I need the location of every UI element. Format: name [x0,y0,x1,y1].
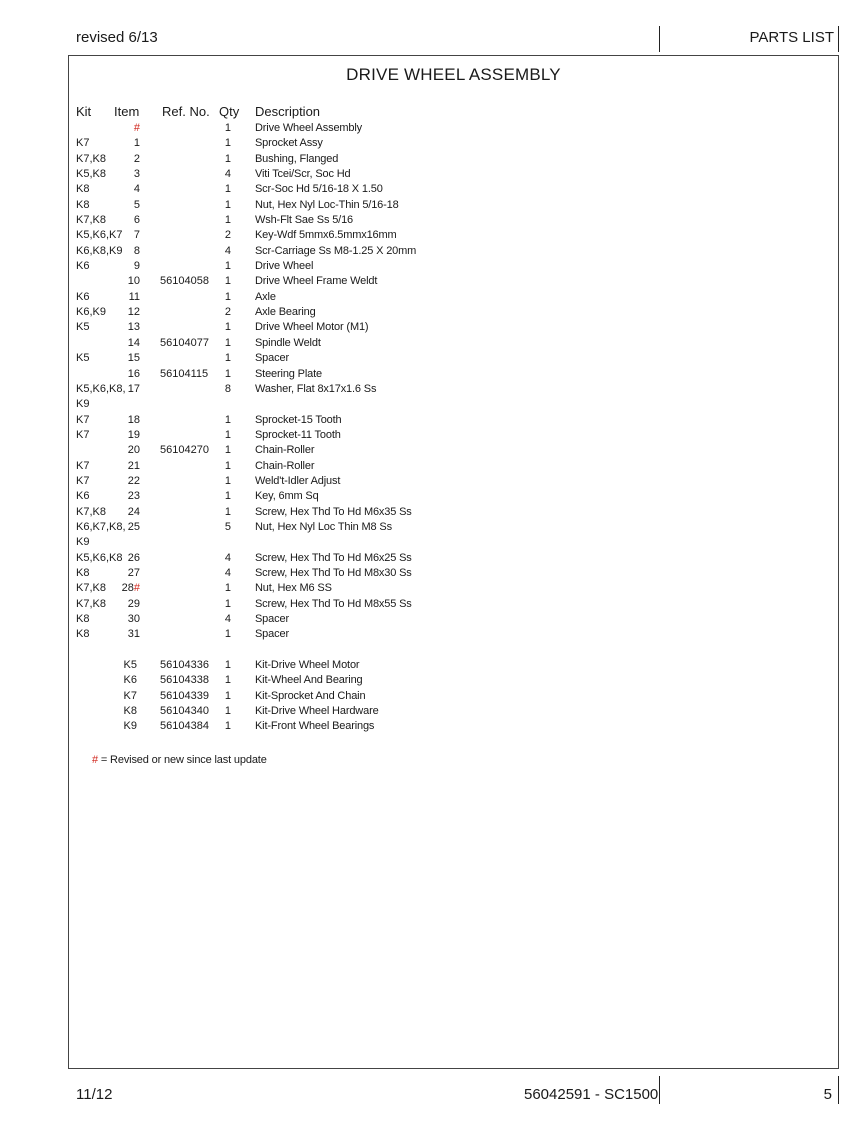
kit-description-cell: Kit-Front Wheel Bearings [255,720,375,733]
item-number: 22 [127,474,140,487]
qty-cell: 1 [224,290,231,303]
item-cell [110,290,140,305]
item-number: 16 [127,367,140,380]
description-cell: Chain-Roller [255,444,315,457]
qty-cell: 1 [224,367,231,380]
item-number: 7 [133,229,140,242]
item-cell [110,274,140,289]
description-cell: Steering Plate [255,367,322,380]
kit-cell: K6 [76,260,90,273]
description-cell: Scr-Carriage Ss M8-1.25 X 20mm [255,244,417,257]
qty-cell: 1 [224,275,231,288]
item-cell [110,336,140,351]
col-header-qty: Qty [219,104,240,119]
item-cell [110,520,140,535]
qty-cell: 1 [224,336,231,349]
item-cell [110,489,140,504]
qty-cell: 1 [224,444,231,457]
item-cell [110,305,140,320]
kit-cell: K6,K9 [76,306,106,319]
qty-cell: 1 [224,352,231,365]
kit-description-cell: Kit-Sprocket And Chain [255,689,366,702]
item-cell [110,136,140,151]
description-cell: Drive Wheel [255,260,314,273]
kit-row [0,658,858,673]
page-title: DRIVE WHEEL ASSEMBLY [346,65,561,84]
item-cell [110,428,140,443]
qty-cell: 1 [224,474,231,487]
kit-row [0,719,858,734]
description-cell: Wsh-Flt Sae Ss 5/16 [255,214,354,227]
spacer-row [0,643,858,658]
col-header-description: Description [255,104,321,119]
kit-cell: K7,K8 [76,597,106,610]
kit-cell: K7 [76,459,90,472]
qty-cell: 1 [224,459,231,472]
col-header-ref: Ref. No. [162,104,210,119]
item-number: 17 [127,382,140,395]
table-row [0,213,858,228]
footer-edge [838,1076,839,1104]
item-cell [110,505,140,520]
footer-divider [659,1076,660,1104]
qty-cell: 1 [224,198,231,211]
description-cell: Axle Bearing [255,306,316,319]
kit-id-cell: K8 [123,705,137,718]
table-row [0,182,858,197]
revision-note: revised 6/13 [76,29,158,46]
table-row [0,274,858,289]
kit-cell: K6,K7,K8, [76,520,126,533]
table-row [0,228,858,243]
kit-qty-cell: 1 [224,720,231,733]
item-number: 5 [133,198,140,211]
item-cell [110,413,140,428]
item-number: 29 [127,597,140,610]
description-cell: Nut, Hex Nyl Loc-Thin 5/16-18 [255,198,399,211]
description-cell: Spindle Weldt [255,336,321,349]
qty-cell: 2 [224,229,231,242]
description-cell: Screw, Hex Thd To Hd M6x25 Ss [255,551,412,564]
table-row [0,259,858,274]
kit-ref-cell: 56104384 [160,720,209,733]
qty-cell: 4 [224,551,231,564]
kit-description-cell: Kit-Drive Wheel Motor [255,659,360,672]
item-cell [110,121,140,136]
description-cell: Spacer [255,613,289,625]
item-number: 15 [127,352,140,365]
item-number: 30 [127,613,140,625]
item-cell [110,627,140,642]
kit-qty-cell: 1 [224,705,231,718]
kit-cell: K5,K6,K7 [76,229,123,242]
col-header-item: Item [114,104,140,119]
kit-cell: K7,K8 [76,214,106,227]
kit-ref-cell: 56104340 [160,705,209,718]
kit-cell: K7,K8 [76,582,106,595]
kit-row [0,704,858,719]
kit-cell: K8 [76,566,90,579]
table-row [0,320,858,335]
page-number: 5 [823,1086,832,1103]
description-cell: Washer, Flat 8x17x1.6 Ss [255,382,377,395]
description-cell: Screw, Hex Thd To Hd M8x30 Ss [255,566,412,579]
table-row [0,397,858,412]
qty-cell: 1 [224,490,231,503]
kit-cell: K5 [76,321,90,334]
qty-cell: 8 [224,382,231,395]
kit-cell: K5,K6,K8 [76,551,123,564]
item-cell [110,198,140,213]
table-row [0,443,858,458]
item-cell [110,566,140,581]
ref-cell: 56104077 [160,336,209,349]
item-cell [110,259,140,274]
table-row [0,597,858,612]
description-cell: Key-Wdf 5mmx6.5mmx16mm [255,229,397,242]
item-cell [110,443,140,458]
legend [92,754,267,766]
kit-ref-cell: 56104336 [160,659,209,672]
table-row [0,489,858,504]
header-divider [659,26,660,52]
item-cell [110,367,140,382]
item-number: 25 [127,520,140,533]
qty-cell: 1 [224,628,231,641]
kit-cell: K5,K6,K8, [76,382,126,395]
item-number: 2 [133,152,140,165]
footer-date: 11/12 [76,1086,113,1103]
item-number: 6 [133,214,140,227]
kit-cell: K9 [76,536,90,549]
table-row [0,367,858,382]
item-number: 23 [127,490,140,503]
item-number: 8 [133,244,140,257]
ref-cell: 56104058 [160,275,209,288]
kit-description-cell: Kit-Wheel And Bearing [255,674,363,687]
table-row [0,428,858,443]
table-row [0,535,858,550]
table-row [0,198,858,213]
item-cell [110,612,140,627]
col-header-kit: Kit [76,104,92,119]
qty-cell: 1 [224,214,231,227]
table-row [0,382,858,397]
description-cell: Drive Wheel Motor (M1) [255,321,369,334]
kit-qty-cell: 1 [224,659,231,672]
qty-cell: 4 [224,244,231,257]
footer-doc-number: 56042591 - SC1500 [524,1086,659,1103]
header-edge [838,26,839,52]
kit-id-cell: K9 [123,720,137,733]
kit-cell: K6,K8,K9 [76,244,123,257]
item-number: 28 [121,582,134,595]
section-label: PARTS LIST [749,29,834,46]
description-cell: Axle [255,290,276,303]
item-cell [110,320,140,335]
kit-qty-cell: 1 [224,689,231,702]
item-number: 19 [127,428,140,441]
parts-list [0,121,858,735]
item-cell [110,167,140,182]
description-cell: Nut, Hex Nyl Loc Thin M8 Ss [255,520,392,533]
table-row [0,136,858,151]
kit-cell: K7 [76,474,90,487]
item-cell [110,213,140,228]
description-cell: Nut, Hex M6 SS [255,582,332,595]
item-cell [110,382,140,397]
item-number: 18 [127,413,140,426]
kit-cell: K7 [76,428,90,441]
table-row [0,336,858,351]
kit-id-cell: K5 [123,659,137,672]
kit-cell: K8 [76,198,90,211]
item-number: 10 [127,275,140,288]
item-cell [110,152,140,167]
kit-id-cell: K6 [123,674,137,687]
item-cell [110,244,140,259]
qty-cell: 1 [224,597,231,610]
kit-cell: K9 [76,398,90,411]
item-number: 21 [127,459,140,472]
table-row [0,566,858,581]
kit-ref-cell: 56104338 [160,674,209,687]
kit-row [0,673,858,688]
table-row [0,305,858,320]
ref-cell: 56104115 [160,367,209,380]
description-cell: Screw, Hex Thd To Hd M6x35 Ss [255,505,412,518]
item-cell [110,551,140,566]
item-number: 14 [127,336,140,349]
kit-cell: K7 [76,413,90,426]
kit-cell: K7 [76,137,90,150]
qty-cell: 1 [224,122,231,134]
qty-cell: 1 [224,321,231,334]
ref-cell: 56104270 [160,444,209,457]
item-number: 9 [133,260,140,273]
legend-mark: # [92,754,98,766]
kit-cell: K5,K8 [76,168,106,181]
item-cell [110,581,140,596]
table-row [0,152,858,167]
table-row [0,505,858,520]
description-cell: Spacer [255,628,289,641]
description-cell: Sprocket Assy [255,137,323,150]
item-number: 4 [133,183,140,196]
description-cell: Key, 6mm Sq [255,490,319,503]
item-number: 24 [127,505,140,518]
kit-cell: K7,K8 [76,152,106,165]
kit-id-cell: K7 [123,689,137,702]
item-number: 20 [127,444,140,457]
qty-cell: 5 [224,520,231,533]
item-number: 12 [127,306,140,319]
kit-cell: K6 [76,490,90,503]
qty-cell: 1 [224,582,231,595]
table-row [0,413,858,428]
qty-cell: 1 [224,260,231,273]
qty-cell: 2 [224,306,231,319]
item-cell [110,351,140,366]
table-row [0,459,858,474]
qty-cell: 4 [224,613,231,625]
item-number: 13 [127,321,140,334]
kit-cell: K8 [76,628,90,641]
table-row [0,627,858,642]
table-row [0,551,858,566]
description-cell: Sprocket-11 Tooth [255,428,341,441]
kit-cell: K5 [76,352,90,365]
description-cell: Drive Wheel Frame Weldt [255,275,378,288]
item-cell [110,182,140,197]
revision-mark: # [133,582,140,595]
qty-cell: 1 [224,152,231,165]
item-number: 11 [128,290,140,303]
item-cell [110,228,140,243]
description-cell: Drive Wheel Assembly [255,122,363,134]
kit-description-cell: Kit-Drive Wheel Hardware [255,705,379,718]
description-cell: Chain-Roller [255,459,315,472]
item-number: 3 [133,168,140,181]
kit-cell: K6 [76,290,90,303]
table-row [0,520,858,535]
description-cell: Weld't-Idler Adjust [255,474,341,487]
item-number: 27 [127,566,140,579]
revision-mark: # [133,122,140,134]
table-row [0,290,858,305]
qty-cell: 4 [224,168,231,181]
item-cell [110,474,140,489]
description-cell: Spacer [255,352,289,365]
item-number: 31 [127,628,140,641]
item-cell [110,597,140,612]
table-row [0,351,858,366]
description-cell: Viti Tcei/Scr, Soc Hd [255,168,351,181]
kit-cell: K8 [76,183,90,196]
description-cell: Bushing, Flanged [255,152,339,165]
qty-cell: 1 [224,183,231,196]
item-number: 1 [133,137,140,150]
qty-cell: 1 [224,413,231,426]
table-row [0,167,858,182]
description-cell: Screw, Hex Thd To Hd M8x55 Ss [255,597,412,610]
kit-ref-cell: 56104339 [160,689,209,702]
description-cell: Scr-Soc Hd 5/16-18 X 1.50 [255,183,383,196]
table-row [0,121,858,136]
qty-cell: 1 [224,428,231,441]
qty-cell: 1 [224,505,231,518]
kit-cell: K7,K8 [76,505,106,518]
kit-qty-cell: 1 [224,674,231,687]
description-cell: Sprocket-15 Tooth [255,413,342,426]
kit-cell: K8 [76,613,90,625]
table-row [0,612,858,627]
qty-cell: 4 [224,566,231,579]
kit-row [0,689,858,704]
table-row [0,581,858,596]
legend-text: = Revised or new since last update [97,754,267,766]
item-number: 26 [127,551,140,564]
item-cell [110,459,140,474]
qty-cell: 1 [224,137,231,150]
table-row [0,244,858,259]
table-row [0,474,858,489]
